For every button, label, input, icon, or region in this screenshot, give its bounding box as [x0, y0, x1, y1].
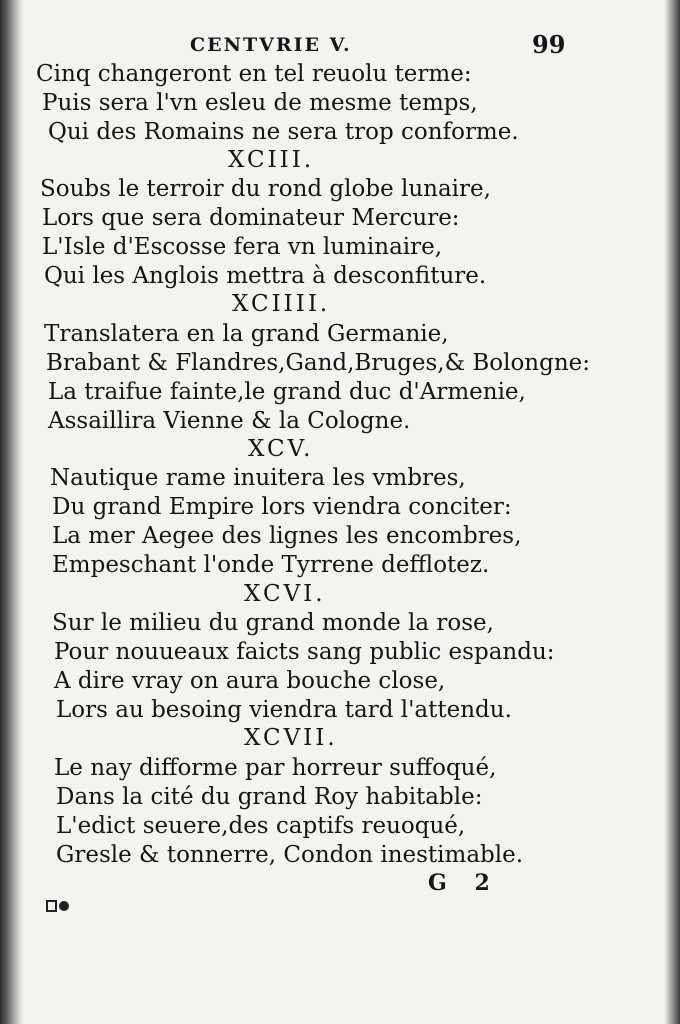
running-head: CENTVRIE V.	[190, 34, 352, 56]
quatrain-number: XCVII.	[244, 725, 338, 751]
signature-mark: G 2	[428, 870, 500, 896]
verse-line: Lors au besoing viendra tard l'attendu.	[56, 697, 512, 723]
verse-line: Cinq changeront en tel reuolu terme:	[36, 61, 472, 87]
scan-edge-left	[0, 0, 24, 1024]
verse-line: Le nay difforme par horreur suffoqué,	[54, 755, 497, 781]
verse-line: Assaillira Vienne & la Cologne.	[48, 408, 411, 434]
verse-line: La traifue fainte,le grand duc d'Armenie,	[48, 379, 526, 405]
verse-line: Puis sera l'vn esleu de mesme temps,	[42, 90, 478, 116]
verse-line: Qui les Anglois mettra à desconfiture.	[44, 263, 487, 289]
verse-line: Gresle & tonnerre, Condon inestimable.	[56, 842, 524, 868]
quatrain-number: XCIII.	[228, 147, 315, 173]
verse-line: Qui des Romains ne sera trop conforme.	[48, 119, 519, 145]
verse-line: Soubs le terroir du rond globe lunaire,	[40, 176, 491, 202]
verse-line: Dans la cité du grand Roy habitable:	[56, 784, 483, 810]
verse-line: Brabant & Flandres,Gand,Bruges,& Bolongne:	[46, 350, 591, 376]
quatrain-number: XCV.	[248, 436, 314, 462]
verse-line: Sur le milieu du grand monde la rose,	[52, 610, 494, 636]
verse-line: L'Isle d'Escosse fera vn luminaire,	[42, 234, 443, 260]
ornament-icon	[46, 898, 72, 914]
verse-line: Nautique rame inuitera les vmbres,	[50, 465, 466, 491]
page-header	[0, 30, 680, 60]
verse-line: Empeschant l'onde Tyrrene defflotez.	[52, 552, 490, 578]
quatrain-number: XCIIII.	[232, 291, 331, 317]
verse-line: A dire vray on aura bouche close,	[54, 668, 446, 694]
verse-line: Lors que sera dominateur Mercure:	[42, 205, 460, 231]
verse-line: Translatera en la grand Germanie,	[44, 321, 449, 347]
page-number: 99	[532, 30, 566, 59]
verse-line: Du grand Empire lors viendra conciter:	[52, 494, 512, 520]
verse-line: Pour nouueaux faicts sang public espandu:	[54, 639, 555, 665]
verse-line: L'edict seuere,des captifs reuoqué,	[56, 813, 466, 839]
quatrain-number: XCVI.	[244, 581, 326, 607]
scan-edge-right	[664, 0, 680, 1024]
verse-line: La mer Aegee des lignes les encombres,	[52, 523, 522, 549]
